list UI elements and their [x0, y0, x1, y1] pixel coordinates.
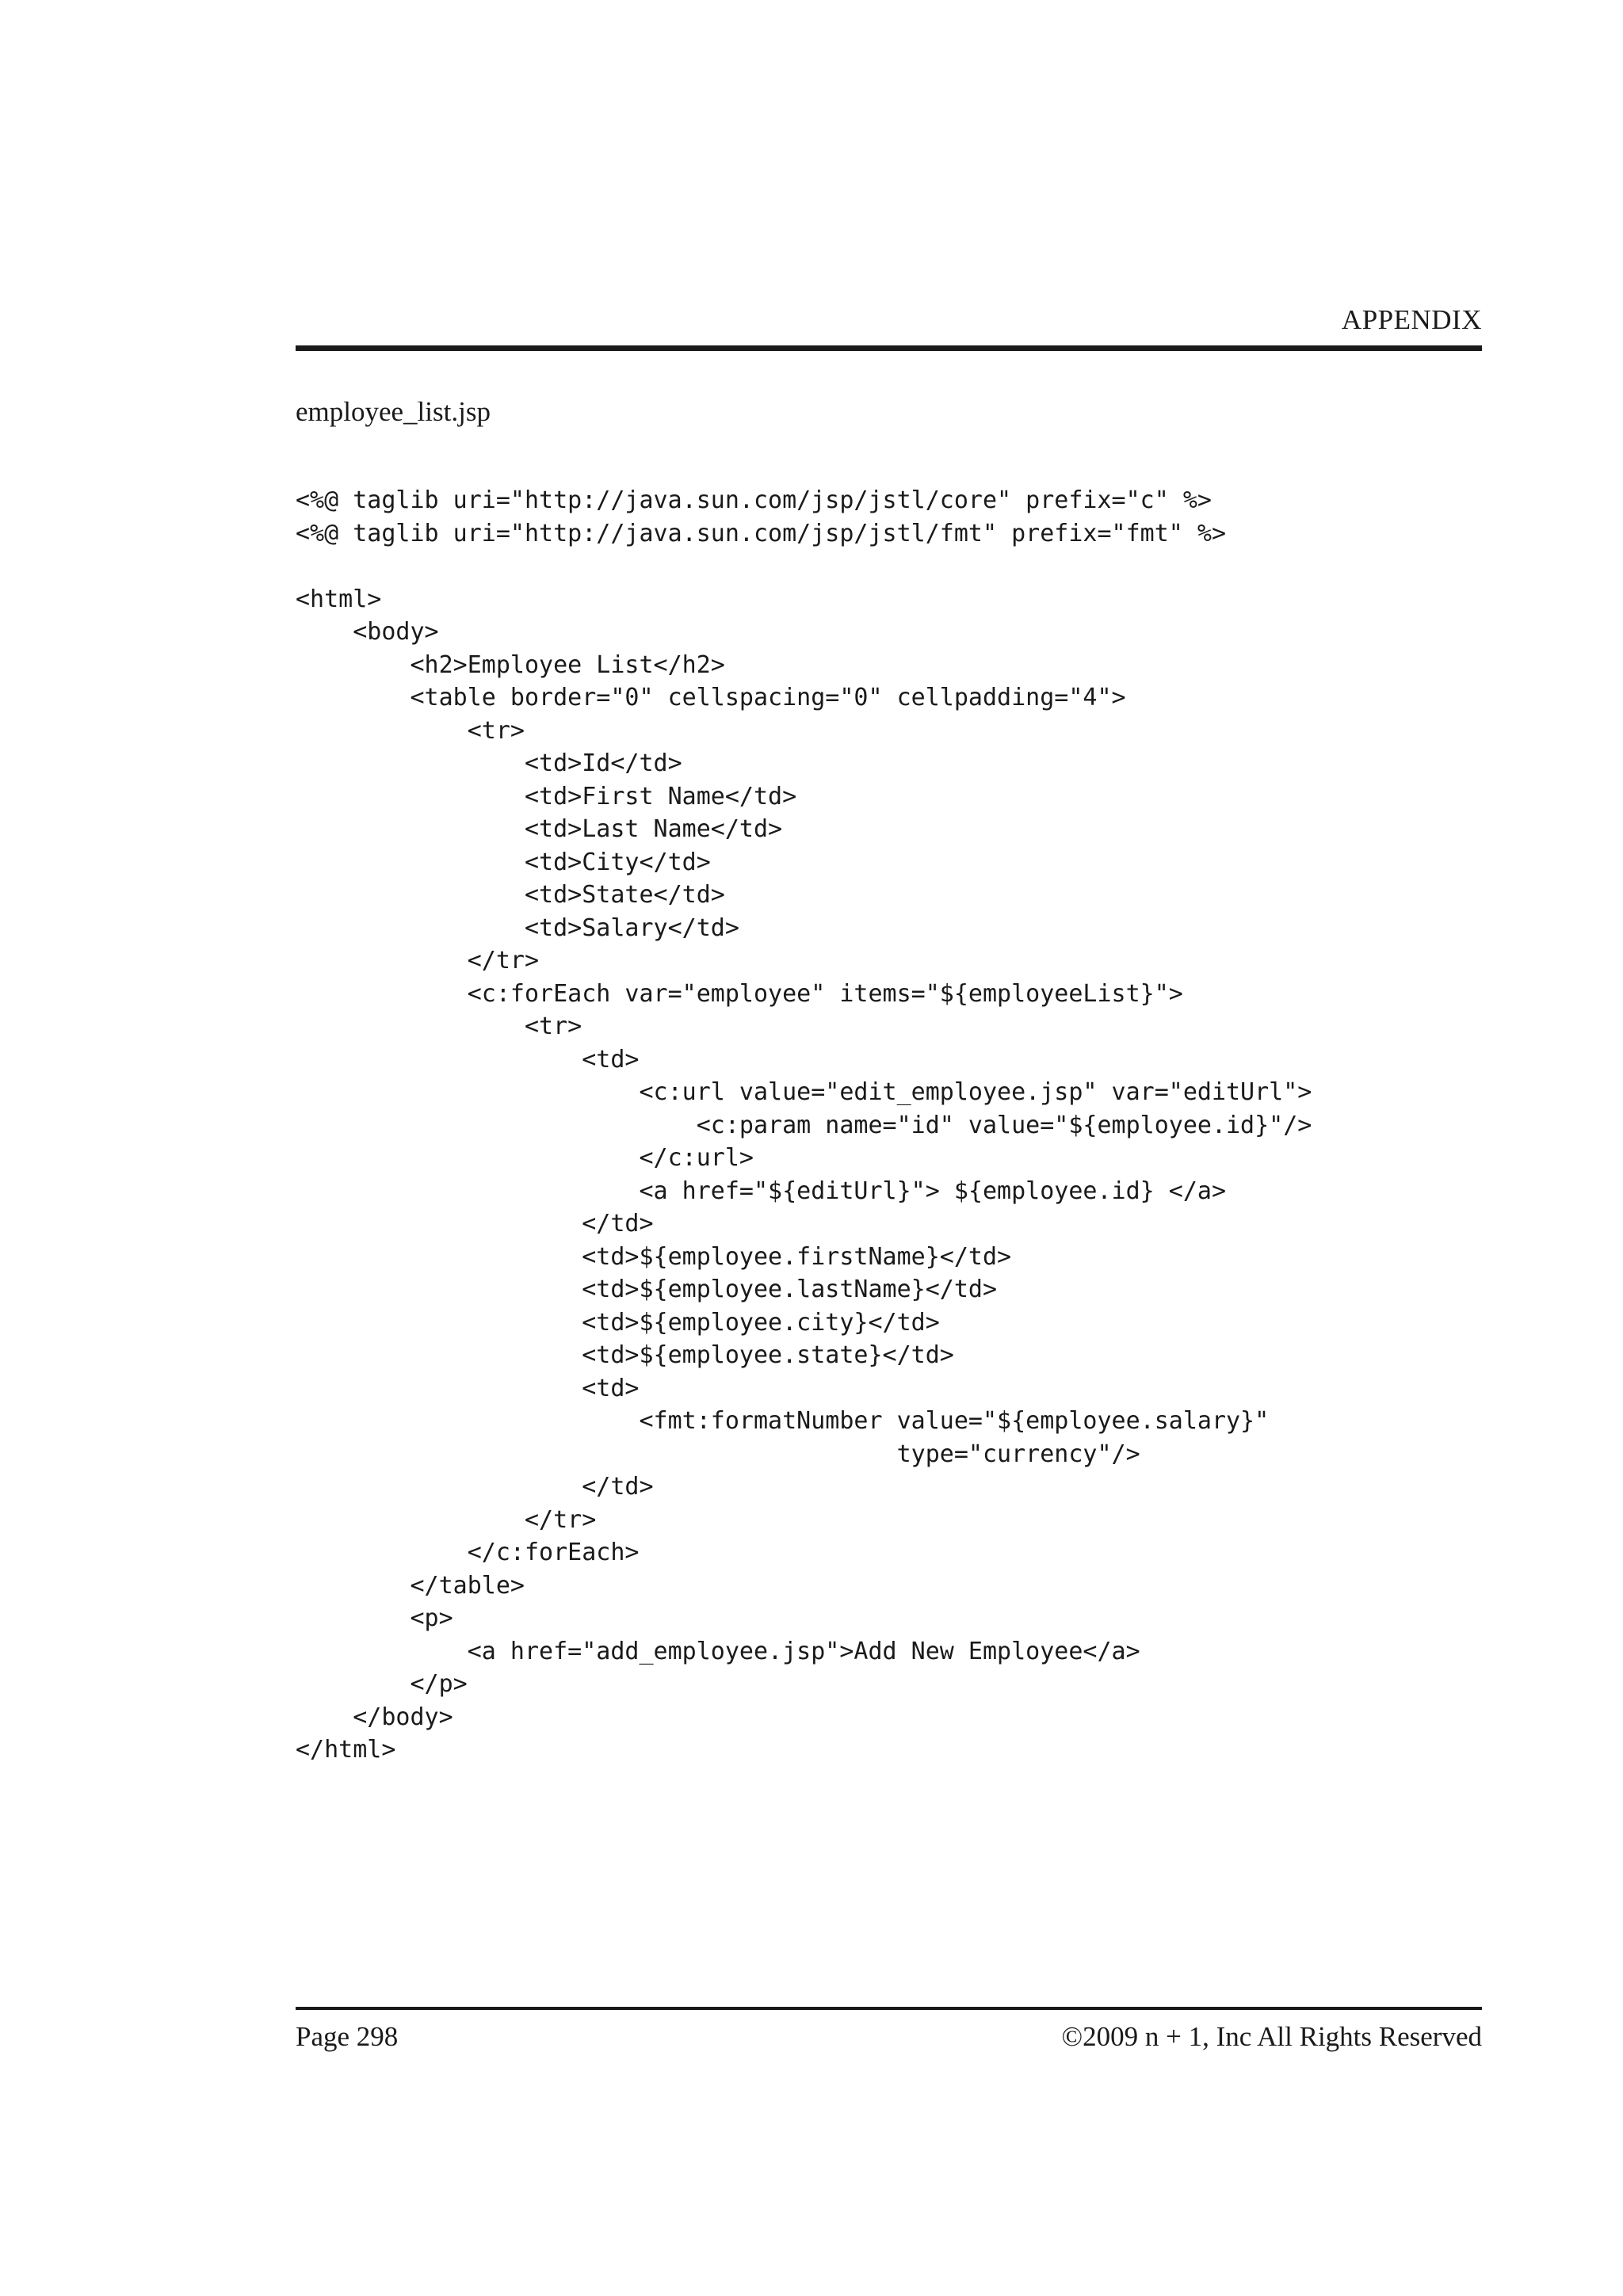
code-line: <td>Last Name</td> — [296, 815, 783, 843]
code-line: </tr> — [296, 947, 540, 974]
code-listing — [296, 484, 1312, 1767]
code-line: <%@ taglib uri="http://java.sun.com/jsp/jstl/fmt" prefix="fmt" %> — [296, 519, 1226, 547]
code-line: </tr> — [296, 1505, 597, 1534]
code-line: <c:url value="edit_employee.jsp" var="editUrl"> — [296, 1078, 1312, 1106]
code-line: <fmt:formatNumber value="${employee.salary}" — [296, 1407, 1270, 1435]
code-line: <h2>Employee List</h2> — [296, 650, 725, 679]
code-line: <td> — [296, 1045, 640, 1074]
code-line: <td>${employee.state}</td> — [296, 1341, 954, 1369]
page-number: Page 298 — [296, 2021, 399, 2052]
listing-filename: employee_list.jsp — [296, 396, 491, 427]
code-line: <td>${employee.city}</td> — [296, 1308, 940, 1337]
code-line: <html> — [296, 585, 382, 613]
code-line: <td>City</td> — [296, 848, 711, 876]
code-line: </c:url> — [296, 1144, 754, 1172]
code-line: <td>${employee.firstName}</td> — [296, 1242, 1012, 1271]
code-line: </table> — [296, 1571, 525, 1600]
code-line: <c:param name="id" value="${employee.id}"/> — [296, 1111, 1312, 1139]
code-line: <a href="${editUrl}"> ${employee.id} </a> — [296, 1177, 1226, 1205]
code-line: </td> — [296, 1210, 654, 1238]
code-line: <tr> — [296, 1013, 582, 1040]
header-rule — [296, 345, 1482, 351]
code-line: </html> — [296, 1736, 396, 1764]
code-line: </c:forEach> — [296, 1539, 640, 1566]
code-line: <p> — [296, 1604, 453, 1632]
code-line: <td>Id</td> — [296, 749, 682, 777]
code-line: <tr> — [296, 716, 525, 745]
code-line: </body> — [296, 1703, 453, 1731]
document-page — [296, 0, 1482, 2296]
footer-rule — [296, 2007, 1482, 2010]
code-line: <td>${employee.lastName}</td> — [296, 1276, 998, 1303]
code-line — [296, 550, 1312, 583]
copyright-notice: ©2009 n + 1, Inc All Rights Reserved — [1061, 2021, 1482, 2052]
code-line: </p> — [296, 1670, 468, 1698]
code-line: <a href="add_employee.jsp">Add New Employee</a> — [296, 1637, 1140, 1665]
code-line: type="currency"/> — [296, 1440, 1140, 1468]
code-line: <c:forEach var="employee" items="${employeeList}"> — [296, 979, 1183, 1008]
code-line: <td> — [296, 1374, 640, 1402]
code-line: <td>Salary</td> — [296, 913, 739, 942]
code-line: <body> — [296, 618, 439, 646]
code-line: </td> — [296, 1473, 654, 1501]
code-line: <%@ taglib uri="http://java.sun.com/jsp/jstl/core" prefix="c" %> — [296, 486, 1212, 514]
running-header: APPENDIX — [1341, 304, 1482, 335]
code-line: <td>State</td> — [296, 881, 725, 909]
code-line: <table border="0" cellspacing="0" cellpadding="4"> — [296, 684, 1126, 711]
code-line: <td>First Name</td> — [296, 782, 797, 810]
